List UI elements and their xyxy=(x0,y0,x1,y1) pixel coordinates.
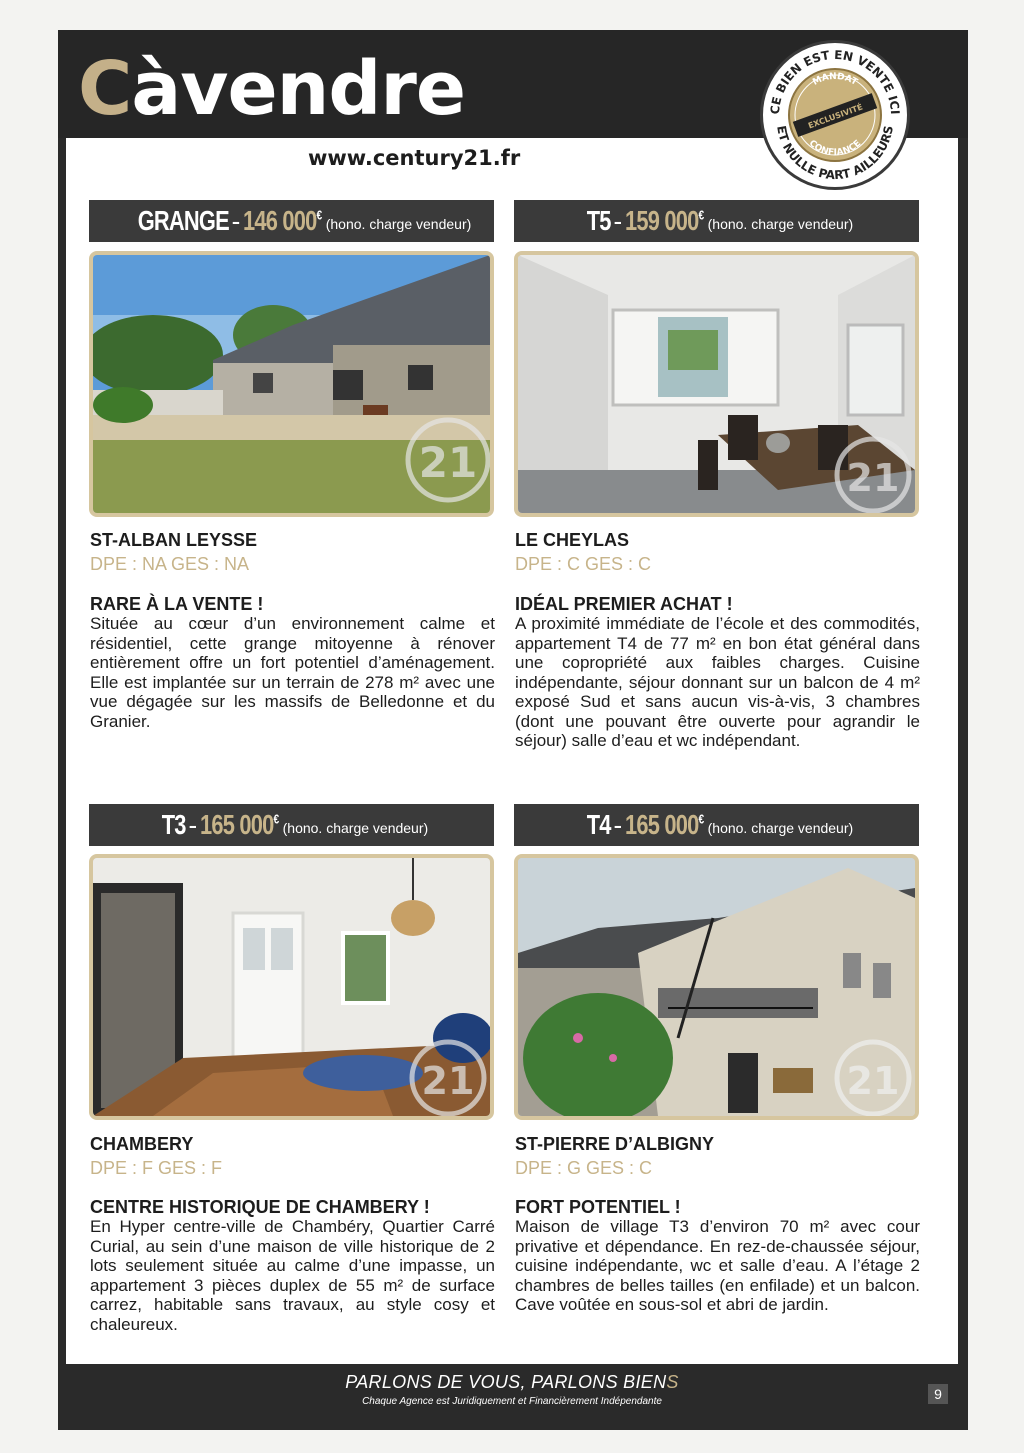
listing-2-type: T5 xyxy=(586,205,611,236)
page-number: 9 xyxy=(928,1384,948,1404)
listing-1-price: 146 000€ xyxy=(243,205,322,236)
brand-initial: C xyxy=(78,46,132,132)
listing-3-photo[interactable] xyxy=(89,854,494,1120)
brand-rest: àvendre xyxy=(131,46,466,132)
listing-3-dash: - xyxy=(188,809,198,840)
listing-4-description: Maison de village T3 d’environ 70 m² avec cour privative et dépendance. En rez-de-chaussée séjour, cuisine indépendante, wc et salle d’eau. A l’étage 2 chambres de belles tailles (en enfilade) et un balcon. Cave voûtée en sous-sol et abri de jardin. xyxy=(515,1217,920,1314)
listing-3-price-bar xyxy=(89,804,494,846)
listing-3-headline: CENTRE HISTORIQUE DE CHAMBERY ! xyxy=(90,1197,430,1217)
listing-1-fee-note: (hono. charge vendeur) xyxy=(325,216,472,232)
listing-1-price-bar xyxy=(89,200,494,242)
seal-outer-bottom-text: ET NULLE PART AILLEURS xyxy=(774,124,896,183)
seal-inner-top-text: MANDAT xyxy=(811,71,859,88)
listing-1-dash: - xyxy=(231,205,241,236)
listing-4-city: ST-PIERRE D’ALBIGNY xyxy=(515,1134,715,1154)
listing-2-description: A proximité immédiate de l’école et des commodités, appartement T4 de 77 m² en bon état général dans une copropriété aux faibles charges. Cuisine indépendante, séjour donnant sur un balcon de 4 m² exposé Sud et sans aucun vis-à-vis, 3 chambres (dont une pouvant être ouverte pour agrandir le séjour) salle d’eau et wc indépendant. xyxy=(515,614,920,750)
exclusive-mandate-seal xyxy=(760,40,910,190)
listing-2-headline: IDÉAL PREMIER ACHAT ! xyxy=(515,594,733,614)
listing-1-dpe: DPE : NA GES : NA xyxy=(90,554,250,574)
listing-2-price-bar xyxy=(514,200,919,242)
listing-2-dash: - xyxy=(613,205,623,236)
footer-disclaimer: Chaque Agence est Juridiquement et Financièrement Indépendante xyxy=(362,1396,662,1407)
listing-2-price: 159 000€ xyxy=(625,205,704,236)
listing-1-headline: RARE À LA VENTE ! xyxy=(90,594,264,614)
listing-3-type: T3 xyxy=(161,809,186,840)
listing-4-photo[interactable] xyxy=(514,854,919,1120)
listing-2-fee-note: (hono. charge vendeur) xyxy=(707,216,854,232)
listing-2-photo[interactable] xyxy=(514,251,919,517)
seal-inner-bottom-text: CONFIANCE xyxy=(806,138,864,159)
listing-4-fee-note: (hono. charge vendeur) xyxy=(707,820,854,836)
brand-title xyxy=(78,46,466,132)
listing-1-type: GRANGE xyxy=(137,205,229,236)
listing-3-fee-note: (hono. charge vendeur) xyxy=(282,820,429,836)
listing-2-watermark: 21 xyxy=(846,456,900,500)
listing-4-watermark: 21 xyxy=(846,1059,900,1103)
listing-2-dpe: DPE : C GES : C xyxy=(515,554,652,574)
listing-4-type: T4 xyxy=(586,809,611,840)
listing-4-dpe: DPE : G GES : C xyxy=(515,1158,653,1178)
listing-2-city: LE CHEYLAS xyxy=(515,530,630,550)
listing-4-headline: FORT POTENTIEL ! xyxy=(515,1197,681,1217)
listing-1-description: Située au cœur d’un environnement calme et résidentiel, cette grange mitoyenne à rénover entièrement offre un fort potentiel d’aménagement. Elle est implantée sur un terrain de 278 m² avec une vue dégagée sur les massifs de Belledonne et du Granier. xyxy=(90,614,495,731)
listing-3-watermark: 21 xyxy=(421,1059,475,1103)
listing-1-photo[interactable] xyxy=(89,251,494,517)
seal-center-text: EXCLUSIVITÉ xyxy=(807,102,865,131)
listing-4-price-bar xyxy=(514,804,919,846)
listing-1-watermark: 21 xyxy=(418,438,478,487)
listing-1-city: ST-ALBAN LEYSSE xyxy=(90,530,258,550)
listing-3-description: En Hyper centre-ville de Chambéry, Quartier Carré Curial, au sein d’une maison de ville historique de 2 lots seulement située au calme d’une impasse, un appartement 3 pièces duplex de 55 m² de surface carrez, habitable sans travaux, au style cosy et chaleureux. xyxy=(90,1217,495,1334)
listing-4-price: 165 000€ xyxy=(625,809,704,840)
listing-3-city: CHAMBERY xyxy=(90,1134,194,1154)
seal-outer-top-text: CE BIEN EST EN VENTE ICI xyxy=(767,47,903,115)
website-link[interactable]: www.century21.fr xyxy=(308,146,521,170)
footer-slogan: PARLONS DE VOUS, PARLONS BIENS xyxy=(345,1372,679,1392)
listing-3-price: 165 000€ xyxy=(200,809,279,840)
listing-3-dpe: DPE : F GES : F xyxy=(90,1158,223,1178)
listing-4-dash: - xyxy=(613,809,623,840)
